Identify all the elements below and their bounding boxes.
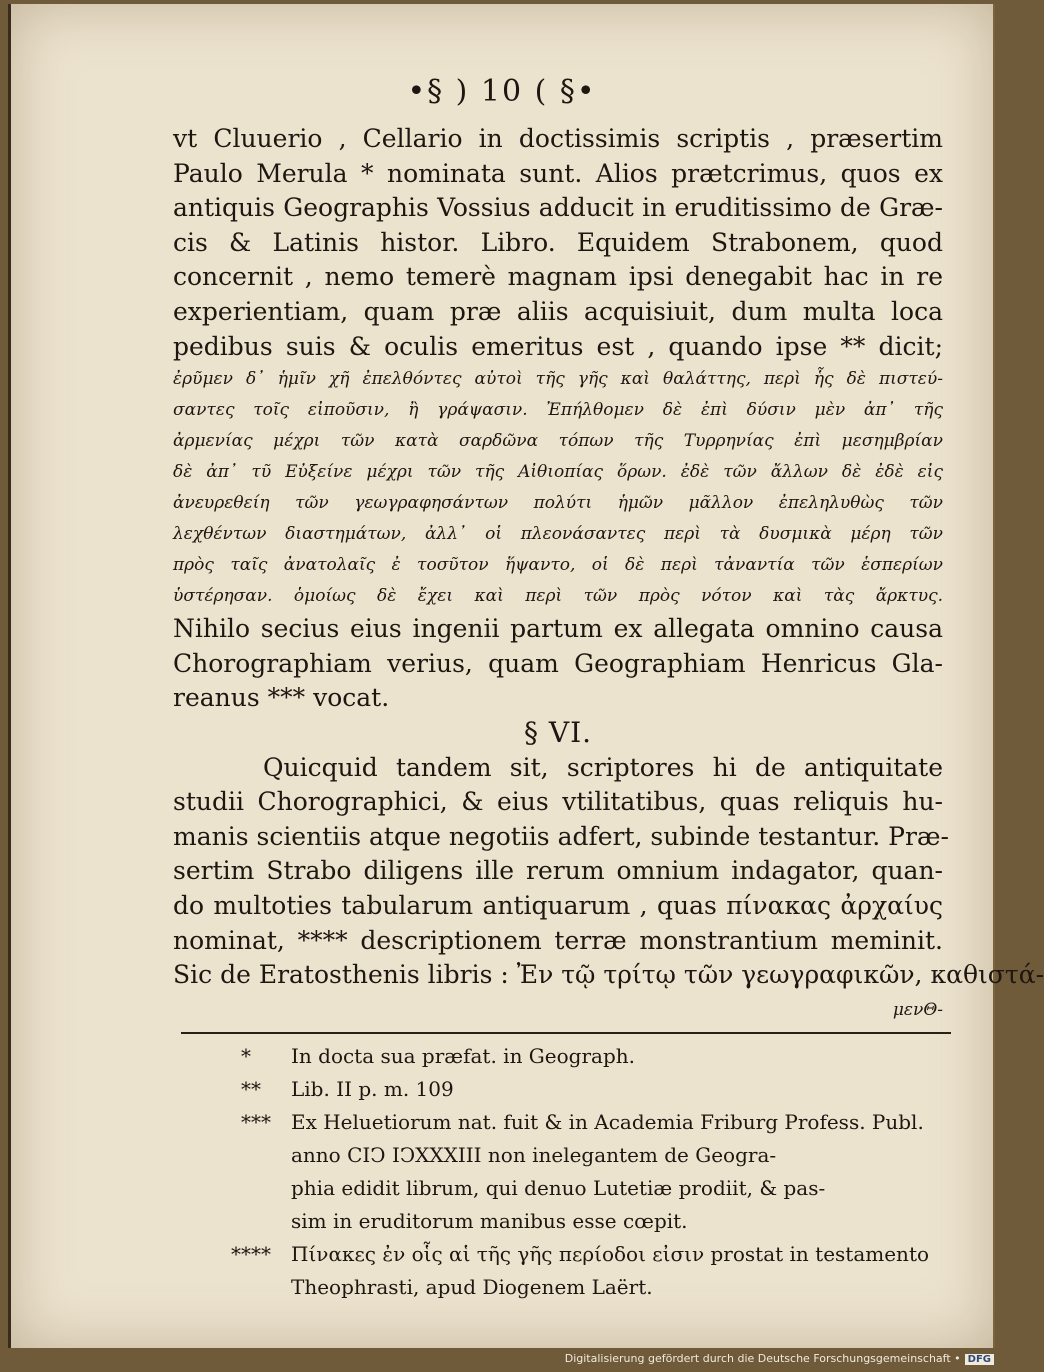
text-line: vt Cluuerio , Cellario in doctissimis scriptis , præsertim [173, 124, 943, 153]
section-heading: § VI. [523, 715, 593, 749]
footnote-line [241, 1139, 961, 1172]
footnote-text: Ex Heluetiorum nat. fuit & in Academia Friburg Profess. Publ. [291, 1110, 924, 1134]
main-text [173, 122, 1044, 1027]
greek-quote-line: ἀνευρεθείη τῶν γεωγραφησάντων πολύτι ἡμῶν μᾶλλον ἐπεληλυθὼς τῶν [173, 493, 943, 514]
footnotes [231, 1040, 961, 1304]
greek-quote-line: σαντες τοῖς εἰποῦσιν, ἢ γράψασιν. Ἐπήλθομεν δὲ ἐπὶ δύσιν μὲν ἀπ᾽ τῆς [173, 400, 943, 421]
page-number-header: •§ ) 10 ( §• [407, 74, 597, 109]
footnote-line [231, 1238, 961, 1271]
text-line: sertim Strabo diligens ille rerum omnium indagator, quan- [173, 856, 943, 886]
text-line: Paulo Merula * nominata sunt. Alios prætcrimus, quos ex [173, 158, 943, 188]
footnote-mark: * [241, 1044, 251, 1068]
scanned-page [8, 4, 1044, 1348]
footnote-line [241, 1106, 961, 1139]
footnote-line [241, 1205, 961, 1238]
footnote-text: Πίνακες ἐν οἷς αἱ τῆς γῆς περίοδοι εἰσιν prostat in testamento [291, 1242, 930, 1266]
footnote-text: Theophrasti, apud Diogenem Laërt. [291, 1275, 653, 1299]
footnote-line [241, 1040, 961, 1073]
greek-quote-line: πρὸς ταῖς ἀνατολαῖς ἐ τοσῦτον ἥψαντο, οἱ δὲ περὶ τἀναντία τῶν ἑσπερίων [173, 555, 943, 576]
greek-quote-line: ἐρῦμεν δ᾽ ἡμῖν χῆ ἐπελθόντες αὐτοὶ τῆς γῆς καὶ θαλάττης, περὶ ἧς δὲ πιστεύ- [173, 369, 943, 390]
text-line: manis scientiis atque negotiis adfert, subinde testantur. Præ- [173, 821, 949, 851]
catchword: μενΘ- [892, 999, 943, 1020]
text-line: antiquis Geographis Vossius adducit in eruditissimo de Græ- [173, 193, 943, 223]
footnote-line [241, 1172, 961, 1205]
text-line: experientiam, quam præ aliis acquisiuit, dum multa loca [173, 296, 943, 326]
text-line: Quicquid tandem sit, scriptores hi de antiquitate [263, 752, 943, 782]
text-line: pedibus suis & oculis emeritus est , quando ipse ** dicit; [173, 331, 943, 361]
text-line: concernit , nemo temerè magnam ipsi denegabit hac in re [173, 262, 943, 292]
footnote-text: phia edidit librum, qui denuo Lutetiæ prodiit, & pas- [291, 1176, 826, 1200]
footnote-mark: ** [241, 1077, 261, 1101]
footnote-text: anno CIↃ IↃXXXIII non inelegantem de Geogra- [291, 1143, 777, 1167]
footnote-text: Lib. II p. m. 109 [291, 1077, 454, 1101]
text-line: Nihilo secius eius ingenii partum ex allegata omnino causa [173, 614, 943, 644]
greek-quote-line: ἀρμενίας μέχρι τῶν κατὰ σαρδῶνα τόπων τῆς Τυρρηνίας ἐπὶ μεσημβρίαν [173, 431, 943, 452]
greek-quote-line: λεχθέντων διαστημάτων, ἀλλ᾽ οἱ πλεονάσαντες περὶ τὰ δυσμικὰ μέρη τῶν [173, 524, 943, 545]
text-line: Sic de Eratosthenis libris : Ἐν τῷ τρίτῳ τῶν γεωγραφικῶν, καθιστά- [173, 960, 1044, 990]
footnote-line [241, 1073, 961, 1106]
text-line: Chorographiam verius, quam Geographiam Henricus Gla- [173, 648, 943, 678]
footnote-mark: *** [241, 1110, 271, 1134]
footnote-mark: **** [231, 1242, 271, 1266]
footnote-line [241, 1271, 961, 1304]
digitization-credit [0, 1352, 994, 1365]
greek-quote-line: ὑστέρησαν. ὁμοίως δὲ ἔχει καὶ περὶ τῶν πρὸς νότον καὶ τὰς ἄρκτυς. [173, 586, 943, 607]
credit-text: Digitalisierung gefördert durch die Deutsche Forschungsgemeinschaft • [564, 1352, 961, 1365]
footnote-text: In docta sua præfat. in Geograph. [291, 1044, 635, 1068]
text-line: do multoties tabularum antiquarum , quas πίνακας ἀρχαίυς [173, 890, 943, 920]
text-line: nominat, **** descriptionem terræ monstrantium meminit. [173, 925, 943, 955]
text-line: reanus *** vocat. [173, 683, 390, 713]
dfg-logo: DFG [965, 1354, 994, 1365]
footnote-text: sim in eruditorum manibus esse cœpit. [291, 1209, 688, 1233]
greek-quote-line: δὲ ἀπ᾽ τῦ Εὐξείνε μέχρι τῶν τῆς Αἰθιοπίας ὅρων. ἐδὲ τῶν ἄλλων δὲ ἐδὲ εἰς [173, 462, 943, 483]
text-line: studii Chorographici, & eius vtilitatibus, quas reliquis hu- [173, 787, 943, 817]
footnote-separator [181, 1032, 951, 1034]
text-line: cis & Latinis histor. Libro. Equidem Strabonem, quod [173, 227, 943, 257]
